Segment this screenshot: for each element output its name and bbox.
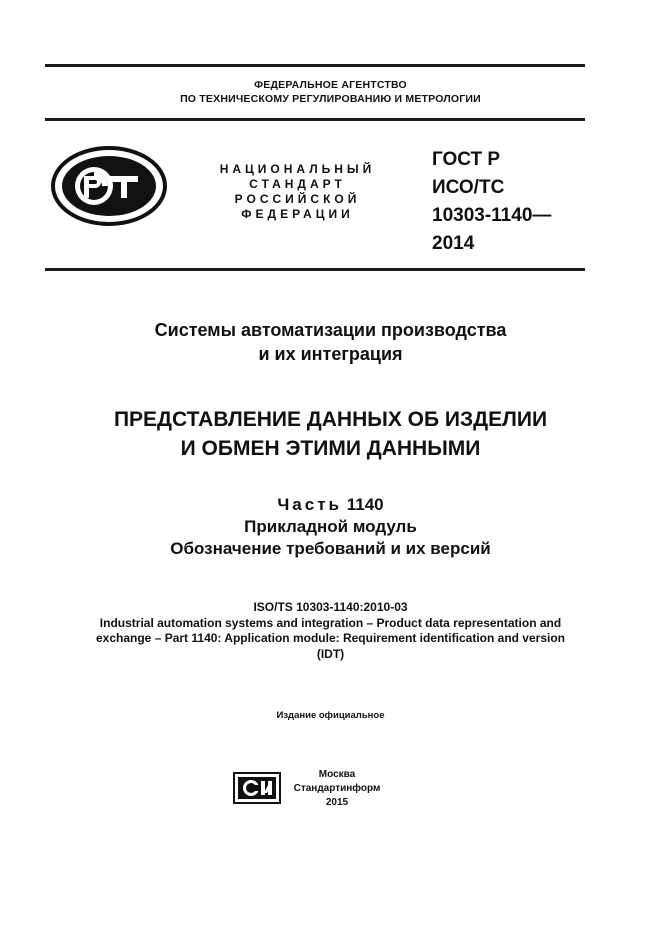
top-rule [45, 64, 585, 67]
standard-designation [432, 146, 602, 258]
part-word: Часть [277, 495, 342, 514]
part-title [0, 494, 661, 560]
publisher-imprint [292, 768, 382, 810]
publisher-name: Стандартинформ [293, 783, 381, 794]
national-standard-line-2: СТАНДАРТ [249, 177, 346, 191]
standartinform-logo-icon [233, 772, 281, 804]
series-title-line-2: и их интеграция [258, 344, 403, 364]
part-title-line-3: Обозначение требований и их версий [170, 539, 491, 558]
rst-certification-mark-icon [50, 146, 168, 226]
title-block-rule [45, 268, 585, 271]
national-standard-caption [200, 162, 395, 222]
series-title [0, 318, 661, 366]
iso-reference-line-4: (IDT) [316, 646, 345, 661]
agency-line-2: ПО ТЕХНИЧЕСКОМУ РЕГУЛИРОВАНИЮ И МЕТРОЛОГИИ [180, 93, 481, 105]
part-title-line-2: Прикладной модуль [244, 517, 417, 536]
designation-line-2: ИСО/ТС [432, 177, 505, 198]
national-standard-line-1: НАЦИОНАЛЬНЫЙ [219, 162, 376, 176]
header-rule [45, 118, 585, 121]
iso-reference-line-3: exchange – Part 1140: Application module: Requirement identification and version [96, 631, 565, 645]
part-number: 1140 [346, 495, 384, 514]
national-standard-line-3: РОССИЙСКОЙ [234, 192, 361, 206]
iso-reference-line-1: ISO/TS 10303-1140:2010-03 [253, 600, 408, 614]
part-heading [0, 494, 661, 516]
agency-header [0, 78, 661, 106]
publisher-city: Москва [318, 769, 356, 780]
main-title-line-1: ПРЕДСТАВЛЕНИЕ ДАННЫХ ОБ ИЗДЕЛИИ [113, 408, 548, 431]
series-title-line-1: Системы автоматизации производства [154, 320, 507, 340]
iso-reference [55, 600, 606, 662]
main-title [0, 405, 661, 463]
designation-line-4: 2014 [432, 233, 475, 254]
agency-line-1: ФЕДЕРАЛЬНОЕ АГЕНТСТВО [254, 79, 407, 91]
designation-line-3: 10303-1140— [432, 205, 552, 226]
iso-reference-line-2: Industrial automation systems and integration – Product data representation and [99, 615, 562, 630]
publisher-year: 2015 [325, 797, 349, 808]
main-title-line-2: И ОБМЕН ЭТИМИ ДАННЫМИ [180, 437, 481, 460]
designation-line-1: ГОСТ Р [432, 149, 501, 170]
national-standard-line-4: ФЕДЕРАЦИИ [241, 207, 354, 221]
edition-note: Издание официальное [276, 710, 385, 721]
